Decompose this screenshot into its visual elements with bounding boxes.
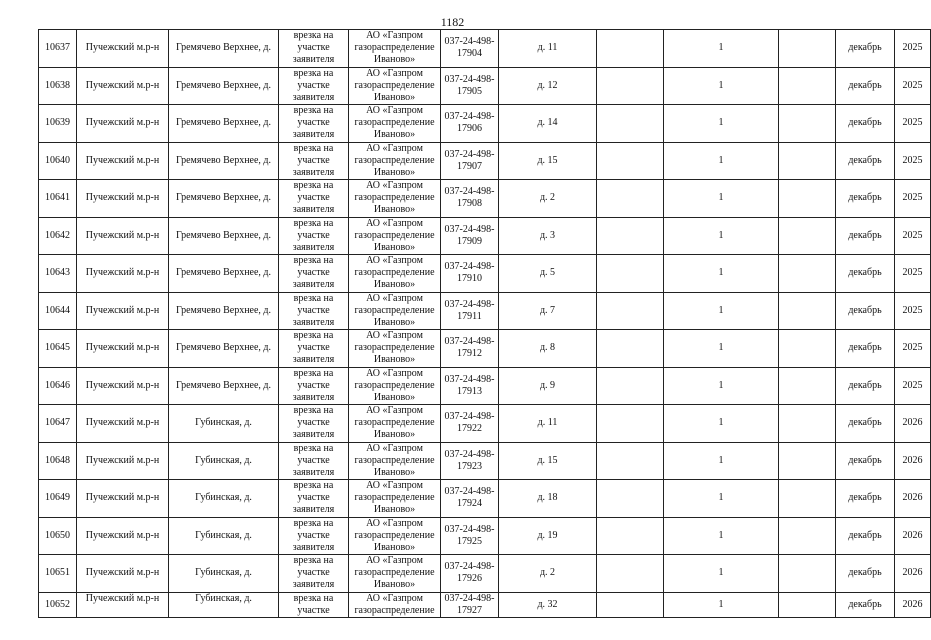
work-type-cell: врезка на участке заявителя	[279, 367, 349, 405]
work-type-cell: врезка на участке заявителя	[279, 255, 349, 293]
house-number-cell: д. 14	[499, 105, 597, 143]
month-cell: декабрь	[836, 180, 895, 218]
district-cell: Пучежский м.р-н	[77, 330, 169, 368]
house-number-cell: д. 11	[499, 405, 597, 443]
locality-cell: Гремячево Верхнее, д.	[169, 67, 279, 105]
work-type-cell: врезка на участке заявителя	[279, 330, 349, 368]
empty-cell	[597, 105, 664, 143]
row-id: 10637	[39, 30, 77, 68]
locality-cell: Губинская, д.	[169, 555, 279, 593]
row-id: 10649	[39, 480, 77, 518]
organization-cell: АО «Газпром газораспределение Иваново»	[349, 442, 441, 480]
row-id: 10644	[39, 292, 77, 330]
locality-cell: Губинская, д.	[169, 517, 279, 555]
work-type-cell: врезка на участке заявителя	[279, 30, 349, 68]
year-cell: 2026	[895, 555, 931, 593]
house-number-cell: д. 7	[499, 292, 597, 330]
month-cell: декабрь	[836, 67, 895, 105]
empty-cell	[597, 442, 664, 480]
month-cell: декабрь	[836, 330, 895, 368]
organization-cell: АО «Газпром газораспределение	[349, 592, 441, 617]
house-number-cell: д. 18	[499, 480, 597, 518]
organization-cell: АО «Газпром газораспределение Иваново»	[349, 330, 441, 368]
table-row	[39, 480, 931, 518]
empty-cell	[779, 105, 836, 143]
organization-cell: АО «Газпром газораспределение Иваново»	[349, 480, 441, 518]
district-cell: Пучежский м.р-н	[77, 592, 169, 617]
month-cell: декабрь	[836, 30, 895, 68]
table-row	[39, 105, 931, 143]
month-cell: декабрь	[836, 105, 895, 143]
locality-cell: Гремячево Верхнее, д.	[169, 30, 279, 68]
organization-cell: АО «Газпром газораспределение Иваново»	[349, 555, 441, 593]
district-cell: Пучежский м.р-н	[77, 217, 169, 255]
empty-cell	[779, 592, 836, 617]
empty-cell	[779, 217, 836, 255]
empty-cell	[597, 592, 664, 617]
month-cell: декабрь	[836, 367, 895, 405]
row-id: 10646	[39, 367, 77, 405]
table-row	[39, 217, 931, 255]
house-number-cell: д. 32	[499, 592, 597, 617]
table-row	[39, 67, 931, 105]
district-cell: Пучежский м.р-н	[77, 292, 169, 330]
year-cell: 2025	[895, 330, 931, 368]
organization-cell: АО «Газпром газораспределение Иваново»	[349, 105, 441, 143]
quantity-cell: 1	[664, 217, 779, 255]
object-code-cell: 037-24-498-17926	[441, 555, 499, 593]
district-cell: Пучежский м.р-н	[77, 255, 169, 293]
month-cell: декабрь	[836, 217, 895, 255]
quantity-cell: 1	[664, 330, 779, 368]
empty-cell	[779, 555, 836, 593]
quantity-cell: 1	[664, 367, 779, 405]
work-type-cell: врезка на участке заявителя	[279, 180, 349, 218]
empty-cell	[597, 180, 664, 218]
work-type-cell: врезка на участке заявителя	[279, 405, 349, 443]
year-cell: 2025	[895, 292, 931, 330]
house-number-cell: д. 12	[499, 67, 597, 105]
district-cell: Пучежский м.р-н	[77, 142, 169, 180]
locality-cell: Губинская, д.	[169, 592, 279, 617]
house-number-cell: д. 8	[499, 330, 597, 368]
table-row	[39, 292, 931, 330]
work-type-cell: врезка на участке заявителя	[279, 480, 349, 518]
month-cell: декабрь	[836, 442, 895, 480]
table-row	[39, 330, 931, 368]
locality-cell: Губинская, д.	[169, 480, 279, 518]
locality-cell: Гремячево Верхнее, д.	[169, 180, 279, 218]
row-id: 10645	[39, 330, 77, 368]
district-cell: Пучежский м.р-н	[77, 480, 169, 518]
organization-cell: АО «Газпром газораспределение Иваново»	[349, 30, 441, 68]
organization-cell: АО «Газпром газораспределение Иваново»	[349, 217, 441, 255]
organization-cell: АО «Газпром газораспределение Иваново»	[349, 67, 441, 105]
work-type-cell: врезка на участке заявителя	[279, 442, 349, 480]
object-code-cell: 037-24-498-17911	[441, 292, 499, 330]
object-code-cell: 037-24-498-17913	[441, 367, 499, 405]
empty-cell	[779, 30, 836, 68]
row-id: 10639	[39, 105, 77, 143]
district-cell: Пучежский м.р-н	[77, 405, 169, 443]
locality-cell: Гремячево Верхнее, д.	[169, 142, 279, 180]
locality-cell: Гремячево Верхнее, д.	[169, 292, 279, 330]
month-cell: декабрь	[836, 405, 895, 443]
object-code-cell: 037-24-498-17905	[441, 67, 499, 105]
quantity-cell: 1	[664, 142, 779, 180]
month-cell: декабрь	[836, 480, 895, 518]
work-type-cell: врезка на участке заявителя	[279, 217, 349, 255]
table-row	[39, 555, 931, 593]
organization-cell: АО «Газпром газораспределение Иваново»	[349, 180, 441, 218]
month-cell: декабрь	[836, 255, 895, 293]
work-type-cell: врезка на участке заявителя	[279, 105, 349, 143]
row-id: 10640	[39, 142, 77, 180]
object-code-cell: 037-24-498-17927	[441, 592, 499, 617]
house-number-cell: д. 15	[499, 142, 597, 180]
quantity-cell: 1	[664, 255, 779, 293]
quantity-cell: 1	[664, 480, 779, 518]
locality-cell: Губинская, д.	[169, 405, 279, 443]
table-row	[39, 405, 931, 443]
year-cell: 2025	[895, 255, 931, 293]
year-cell: 2026	[895, 480, 931, 518]
row-id: 10641	[39, 180, 77, 218]
object-code-cell: 037-24-498-17908	[441, 180, 499, 218]
district-cell: Пучежский м.р-н	[77, 180, 169, 218]
object-code-cell: 037-24-498-17924	[441, 480, 499, 518]
organization-cell: АО «Газпром газораспределение Иваново»	[349, 142, 441, 180]
row-id: 10648	[39, 442, 77, 480]
locality-cell: Гремячево Верхнее, д.	[169, 367, 279, 405]
district-cell: Пучежский м.р-н	[77, 67, 169, 105]
year-cell: 2025	[895, 367, 931, 405]
empty-cell	[779, 292, 836, 330]
work-type-cell: врезка на участке заявителя	[279, 517, 349, 555]
month-cell: декабрь	[836, 555, 895, 593]
house-number-cell: д. 11	[499, 30, 597, 68]
empty-cell	[597, 405, 664, 443]
empty-cell	[597, 555, 664, 593]
quantity-cell: 1	[664, 405, 779, 443]
house-number-cell: д. 5	[499, 255, 597, 293]
object-code-cell: 037-24-498-17912	[441, 330, 499, 368]
district-cell: Пучежский м.р-н	[77, 105, 169, 143]
house-number-cell: д. 9	[499, 367, 597, 405]
object-code-cell: 037-24-498-17904	[441, 30, 499, 68]
locality-cell: Гремячево Верхнее, д.	[169, 255, 279, 293]
quantity-cell: 1	[664, 292, 779, 330]
month-cell: декабрь	[836, 292, 895, 330]
locality-cell: Гремячево Верхнее, д.	[169, 105, 279, 143]
empty-cell	[597, 255, 664, 293]
empty-cell	[597, 517, 664, 555]
quantity-cell: 1	[664, 592, 779, 617]
empty-cell	[779, 517, 836, 555]
table-body	[39, 30, 931, 618]
month-cell: декабрь	[836, 517, 895, 555]
district-cell: Пучежский м.р-н	[77, 555, 169, 593]
work-type-cell: врезка на участке	[279, 592, 349, 617]
quantity-cell: 1	[664, 555, 779, 593]
row-id: 10638	[39, 67, 77, 105]
district-cell: Пучежский м.р-н	[77, 442, 169, 480]
object-code-cell: 037-24-498-17922	[441, 405, 499, 443]
year-cell: 2025	[895, 67, 931, 105]
organization-cell: АО «Газпром газораспределение Иваново»	[349, 405, 441, 443]
empty-cell	[597, 292, 664, 330]
object-code-cell: 037-24-498-17925	[441, 517, 499, 555]
quantity-cell: 1	[664, 67, 779, 105]
empty-cell	[779, 180, 836, 218]
year-cell: 2026	[895, 592, 931, 617]
year-cell: 2025	[895, 180, 931, 218]
year-cell: 2026	[895, 517, 931, 555]
locality-cell: Гремячево Верхнее, д.	[169, 217, 279, 255]
empty-cell	[779, 480, 836, 518]
empty-cell	[779, 367, 836, 405]
district-cell: Пучежский м.р-н	[77, 517, 169, 555]
object-code-cell: 037-24-498-17907	[441, 142, 499, 180]
month-cell: декабрь	[836, 142, 895, 180]
table-row	[39, 367, 931, 405]
month-cell: декабрь	[836, 592, 895, 617]
work-type-cell: врезка на участке заявителя	[279, 67, 349, 105]
row-id: 10650	[39, 517, 77, 555]
table-row	[39, 442, 931, 480]
table-row	[39, 517, 931, 555]
quantity-cell: 1	[664, 30, 779, 68]
organization-cell: АО «Газпром газораспределение Иваново»	[349, 367, 441, 405]
organization-cell: АО «Газпром газораспределение Иваново»	[349, 517, 441, 555]
object-code-cell: 037-24-498-17910	[441, 255, 499, 293]
quantity-cell: 1	[664, 180, 779, 218]
empty-cell	[779, 142, 836, 180]
empty-cell	[779, 405, 836, 443]
object-code-cell: 037-24-498-17906	[441, 105, 499, 143]
year-cell: 2025	[895, 142, 931, 180]
district-cell: Пучежский м.р-н	[77, 367, 169, 405]
district-cell: Пучежский м.р-н	[77, 30, 169, 68]
empty-cell	[597, 30, 664, 68]
empty-cell	[779, 442, 836, 480]
work-type-cell: врезка на участке заявителя	[279, 292, 349, 330]
empty-cell	[779, 330, 836, 368]
work-type-cell: врезка на участке заявителя	[279, 142, 349, 180]
table-row	[39, 30, 931, 68]
quantity-cell: 1	[664, 442, 779, 480]
table-row	[39, 255, 931, 293]
house-number-cell: д. 2	[499, 555, 597, 593]
empty-cell	[597, 67, 664, 105]
row-id: 10642	[39, 217, 77, 255]
year-cell: 2026	[895, 405, 931, 443]
table-row	[39, 592, 931, 617]
row-id: 10651	[39, 555, 77, 593]
empty-cell	[779, 67, 836, 105]
organization-cell: АО «Газпром газораспределение Иваново»	[349, 255, 441, 293]
object-code-cell: 037-24-498-17923	[441, 442, 499, 480]
empty-cell	[597, 480, 664, 518]
object-code-cell: 037-24-498-17909	[441, 217, 499, 255]
year-cell: 2025	[895, 30, 931, 68]
row-id: 10647	[39, 405, 77, 443]
year-cell: 2025	[895, 105, 931, 143]
empty-cell	[597, 330, 664, 368]
house-number-cell: д. 15	[499, 442, 597, 480]
organization-cell: АО «Газпром газораспределение Иваново»	[349, 292, 441, 330]
year-cell: 2026	[895, 442, 931, 480]
gas-connection-registry-table	[38, 29, 931, 618]
house-number-cell: д. 3	[499, 217, 597, 255]
house-number-cell: д. 19	[499, 517, 597, 555]
locality-cell: Гремячево Верхнее, д.	[169, 330, 279, 368]
work-type-cell: врезка на участке заявителя	[279, 555, 349, 593]
quantity-cell: 1	[664, 517, 779, 555]
empty-cell	[597, 142, 664, 180]
locality-cell: Губинская, д.	[169, 442, 279, 480]
empty-cell	[597, 367, 664, 405]
quantity-cell: 1	[664, 105, 779, 143]
empty-cell	[779, 255, 836, 293]
table-row	[39, 180, 931, 218]
house-number-cell: д. 2	[499, 180, 597, 218]
page-number: 1182	[440, 15, 465, 29]
empty-cell	[597, 217, 664, 255]
row-id: 10652	[39, 592, 77, 617]
table-row	[39, 142, 931, 180]
row-id: 10643	[39, 255, 77, 293]
year-cell: 2025	[895, 217, 931, 255]
